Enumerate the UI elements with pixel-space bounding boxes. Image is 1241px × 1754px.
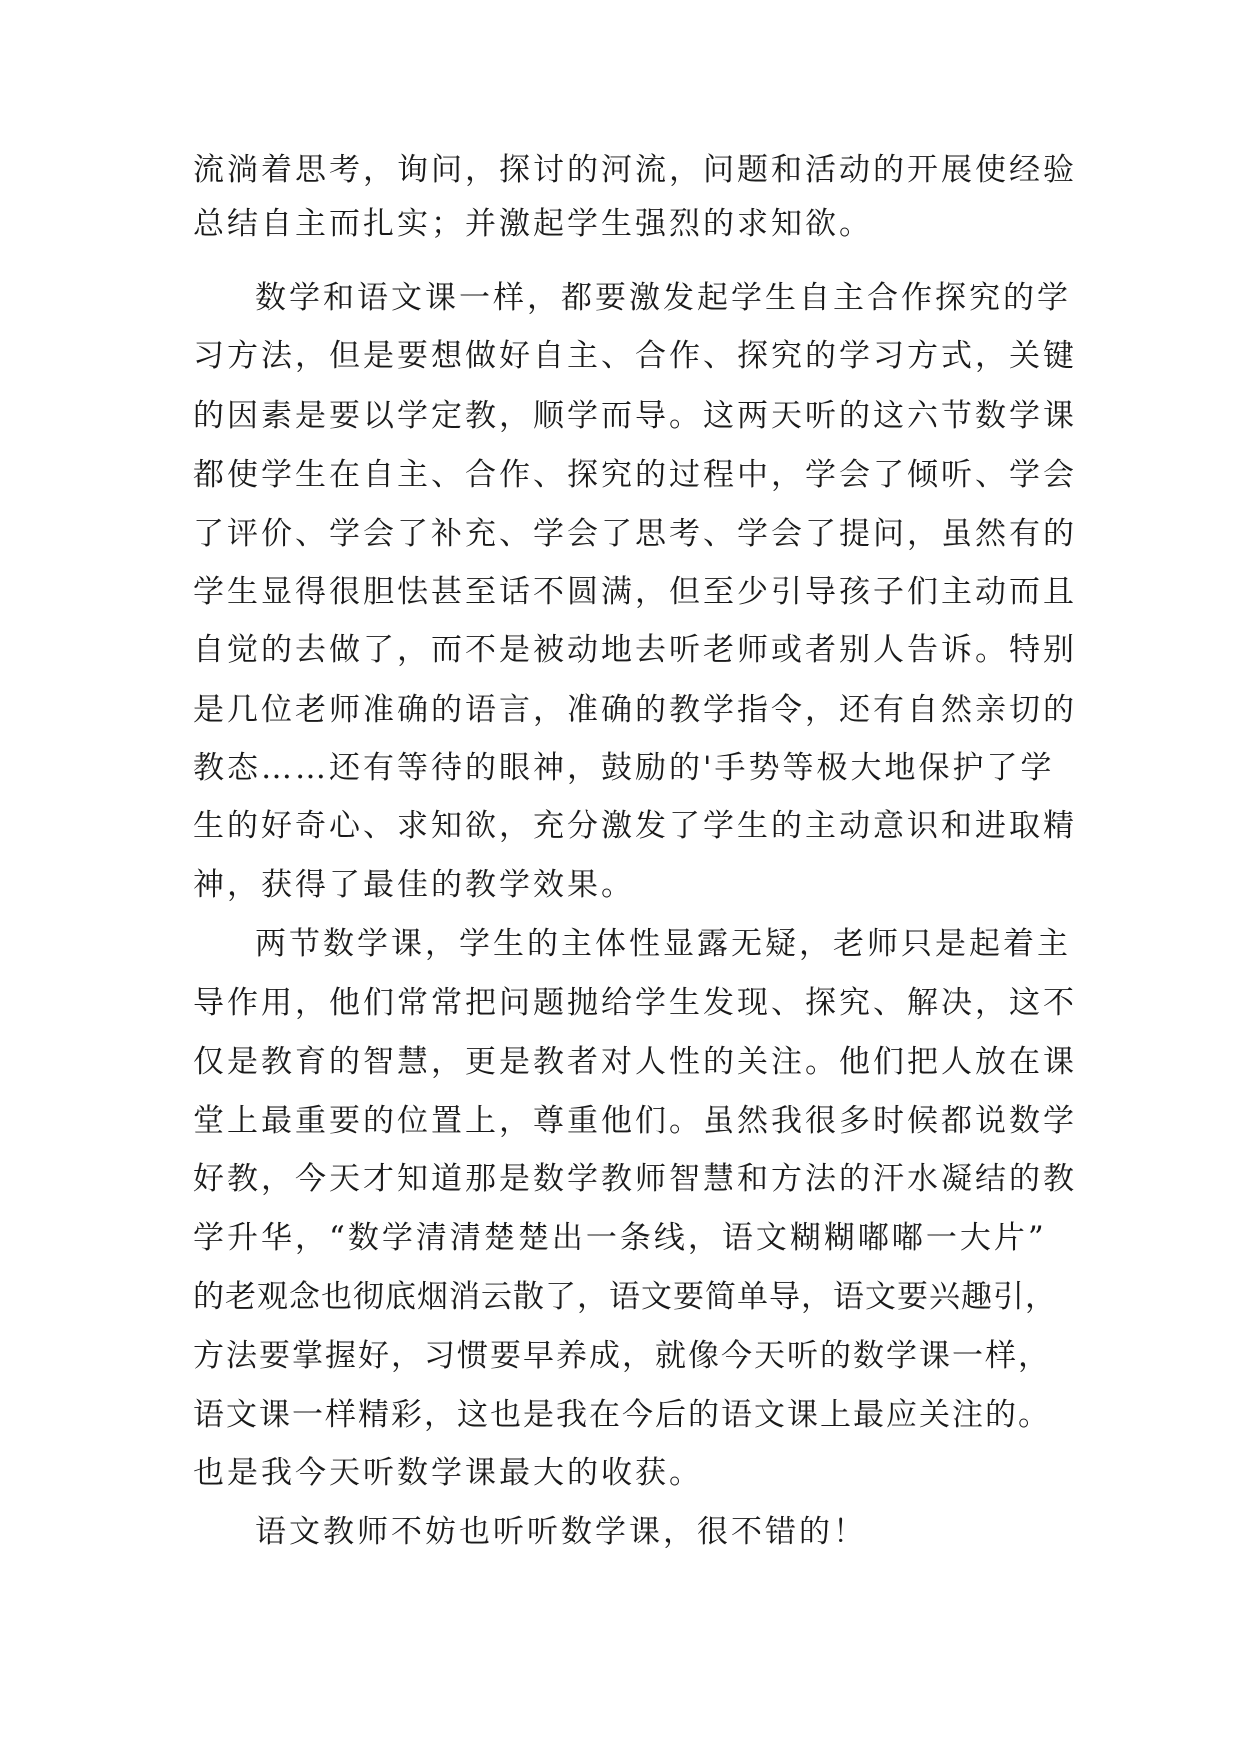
paragraph-line: 学生显得很胆怯甚至话不圆满，但至少引导孩子们主动而且 <box>193 574 1077 610</box>
paragraph-line: 语文教师不妨也听听数学课，很不错的！ <box>255 1514 867 1550</box>
paragraph-line: 自觉的去做了，而不是被动地去听老师或者别人告诉。特别 <box>193 632 1077 668</box>
paragraph-line: 方法要掌握好，习惯要早养成，就像今天听的数学课一样， <box>193 1338 1051 1374</box>
paragraph-line: 都使学生在自主、合作、探究的过程中，学会了倾听、学会 <box>193 457 1077 493</box>
paragraph-line: 好教，今天才知道那是数学教师智慧和方法的汗水凝结的教 <box>193 1161 1077 1197</box>
paragraph-line: 仅是教育的智慧，更是教者对人性的关注。他们把人放在课 <box>193 1044 1077 1080</box>
paragraph-line: 总结自主而扎实；并激起学生强烈的求知欲。 <box>193 206 873 242</box>
paragraph-line: 数学和语文课一样，都要激发起学生自主合作探究的学 <box>255 280 1071 316</box>
paragraph-line: 的老观念也彻底烟消云散了，语文要简单导，语文要兴趣引， <box>193 1279 1057 1315</box>
paragraph-line: 语文课一样精彩，这也是我在今后的语文课上最应关注的。 <box>193 1397 1051 1433</box>
paragraph-line: 学升华，“数学清清楚楚出一条线，语文糊糊嘟嘟一大片” <box>193 1220 1047 1256</box>
paragraph-line: 导作用，他们常常把问题抛给学生发现、探究、解决，这不 <box>193 985 1077 1021</box>
paragraph-line: 神，获得了最佳的教学效果。 <box>193 867 635 903</box>
paragraph-line: 了评价、学会了补充、学会了思考、学会了提问，虽然有的 <box>193 516 1077 552</box>
paragraph-line: 也是我今天听数学课最大的收获。 <box>193 1455 703 1491</box>
paragraph-line: 的因素是要以学定教，顺学而导。这两天听的这六节数学课 <box>193 398 1077 434</box>
paragraph-line: 教态……还有等待的眼神，鼓励的'手势等极大地保护了学 <box>193 750 1055 786</box>
paragraph-line: 堂上最重要的位置上，尊重他们。虽然我很多时候都说数学 <box>193 1103 1077 1139</box>
paragraph-line: 流淌着思考，询问，探讨的河流，问题和活动的开展使经验 <box>193 152 1077 188</box>
paragraph-line: 两节数学课，学生的主体性显露无疑，老师只是起着主 <box>255 926 1071 962</box>
paragraph-line: 生的好奇心、求知欲，充分激发了学生的主动意识和进取精 <box>193 808 1077 844</box>
paragraph-line: 是几位老师准确的语言，准确的教学指令，还有自然亲切的 <box>193 692 1077 728</box>
paragraph-line: 习方法，但是要想做好自主、合作、探究的学习方式，关键 <box>193 338 1077 374</box>
